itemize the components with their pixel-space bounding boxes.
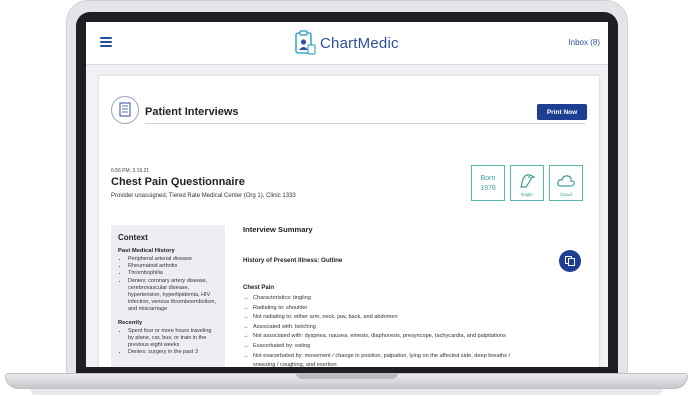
context-panel — [111, 225, 225, 367]
arrow-icon: → — [243, 352, 249, 359]
chest-pain-heading: Chest Pain — [243, 285, 275, 291]
arrow-icon: → — [243, 323, 249, 330]
interview-card — [98, 75, 600, 367]
list-item: → Associated with: belching — [243, 323, 588, 333]
list-item: → Not radiating to: either arm, neck, jaw, back, and abdomen — [243, 313, 588, 323]
logo-icon — [294, 30, 316, 56]
summary-heading: Interview Summary — [243, 225, 313, 234]
recently-heading: Recently — [118, 319, 143, 326]
interview-summary — [243, 225, 588, 367]
born-label: Born — [480, 175, 496, 182]
context-heading: Context — [118, 233, 148, 242]
born-year: 1978 — [480, 185, 496, 192]
past-history-heading: Past Medical History — [118, 248, 175, 254]
app-header — [86, 22, 608, 65]
eagle-tile[interactable] — [510, 165, 544, 201]
eagle-icon — [517, 171, 537, 191]
list-item: → Not exacerbated by: movement / change in position, palpation, lying on the affected side, deep breaths / — [243, 352, 588, 362]
arrow-icon: → — [243, 314, 249, 321]
cloud-icon — [556, 171, 576, 191]
inbox-link[interactable]: Inbox (8) — [568, 38, 600, 47]
list-item: → Characteristics: tingling — [243, 294, 588, 304]
chest-pain-list — [243, 294, 588, 367]
list-item: • Thrombophilia — [128, 270, 218, 277]
past-history-list — [118, 256, 218, 314]
list-item: → Radiating to: shoulder — [243, 304, 588, 314]
list-item: • Spent four or more hours traveling by plane, car, bus, or train in the previous eight weeks — [128, 328, 218, 350]
list-item: → Exacerbated by: eating — [243, 342, 588, 352]
logo[interactable] — [294, 29, 399, 57]
screen — [86, 22, 608, 367]
timestamp: 6:56 PM, 3.19.21 — [111, 168, 150, 174]
print-now-button[interactable]: Print Now — [537, 104, 587, 120]
arrow-icon: → — [243, 333, 249, 340]
title-divider — [145, 123, 585, 124]
cloud-tile[interactable] — [549, 165, 583, 201]
laptop-shadow — [30, 389, 663, 395]
list-item: • Denies: coronary artery disease, cerebrovascular disease, hypertension, hyperlipidemia, HIV infection, venous thromboembolism, and miscarriage — [128, 278, 218, 314]
hpi-heading: History of Present Illness: Outline — [243, 257, 343, 264]
list-item-continuation: sneezing / coughing, and exertion — [253, 362, 337, 367]
recently-list — [118, 328, 218, 357]
clipboard-icon — [111, 96, 139, 124]
arrow-icon: → — [243, 342, 249, 349]
section-title: Patient Interviews — [145, 106, 239, 118]
page-title: Chest Pain Questionnaire — [111, 176, 245, 188]
provider-info: Provider unassigned, Tiered Rate Medical Center (Org 1), Clinic 1333 — [111, 193, 296, 199]
born-tile[interactable] — [471, 165, 505, 201]
copy-icon — [564, 255, 576, 267]
list-item: • Denies: surgery in the past 3 — [128, 349, 218, 356]
copy-button[interactable] — [559, 250, 581, 272]
logo-text: ChartMedic — [320, 34, 399, 52]
list-item: • Rheumatoid arthritis — [128, 263, 218, 270]
list-item: → Not associated with: dyspnea, nausea, emesis, diaphoresis, presyncope, tachycardia, and palpitations — [243, 332, 588, 342]
eagle-label: Eagle — [521, 192, 533, 197]
arrow-icon: → — [243, 304, 249, 311]
menu-icon[interactable] — [100, 37, 112, 47]
arrow-icon: → — [243, 295, 249, 301]
laptop-notch — [296, 373, 398, 379]
list-item: • Peripheral arterial disease — [128, 256, 218, 263]
cloud-label: Cloud — [560, 192, 572, 197]
